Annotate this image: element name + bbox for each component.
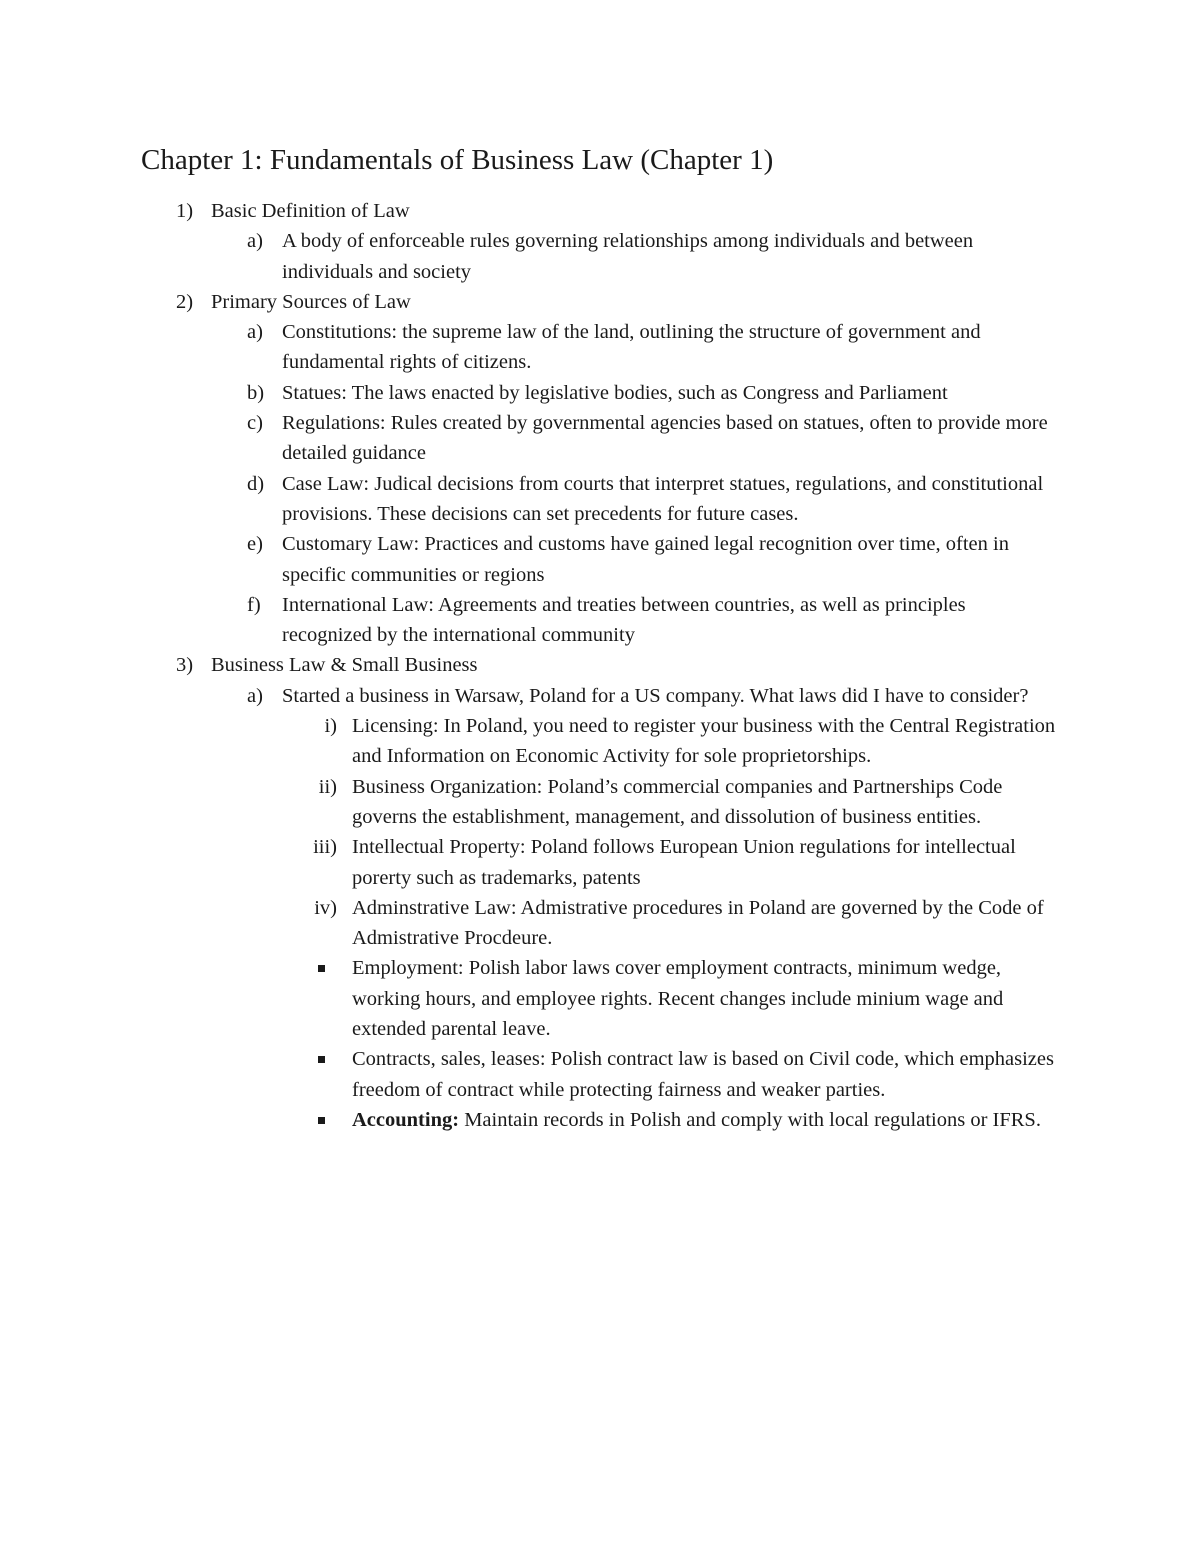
list-marker: c) <box>247 412 263 435</box>
list-marker: f) <box>247 593 261 616</box>
list-marker: a) <box>247 230 263 253</box>
page-title: Chapter 1: Fundamentals of Business Law (Chapter 1) <box>141 144 774 176</box>
list-item-text: Statues: The laws enacted by legislative bodies, such as Congress and Parliament <box>282 381 948 404</box>
bullet-item-text <box>352 1105 1064 1135</box>
list-marker: iv) <box>314 896 337 919</box>
bullet-item-bold-label: Accounting: <box>352 1108 460 1131</box>
sub-list-item-text: Licensing: In Poland, you need to register your business with the Central Registration and Information on Economic Activity for sole proprietorships. <box>352 715 1056 768</box>
list-item <box>0 590 1200 651</box>
list-marker: d) <box>247 472 265 495</box>
list-item-text: Constitutions: the supreme law of the land, outlining the structure of government and fundamental rights of citizens. <box>282 321 981 374</box>
list-item-text: A body of enforceable rules governing relationships among individuals and between individuals and society <box>282 230 974 283</box>
outline <box>0 196 1200 1135</box>
list-marker: i) <box>324 715 337 738</box>
list-marker: 1) <box>176 200 194 222</box>
bullet-item <box>0 1105 1200 1135</box>
bullet-item-body: Maintain records in Polish and comply with local regulations or IFRS. <box>459 1108 1041 1131</box>
sub-list-item-text: Adminstrative Law: Admistrative procedures in Poland are governed by the Code of Admistrative Procdeure. <box>352 896 1044 950</box>
section-heading: Business Law & Small Business <box>211 654 478 677</box>
list-item-text: Case Law: Judical decisions from courts that interpret statues, regulations, and constitutional provisions. These decisions can set precedents for future cases. <box>282 472 1044 525</box>
list-marker: e) <box>247 533 263 556</box>
section-heading: Primary Sources of Law <box>211 290 411 313</box>
list-item <box>0 408 1200 469</box>
square-bullet-icon <box>318 1056 325 1063</box>
list-item <box>0 378 1200 408</box>
bullet-item-text: Contracts, sales, leases: Polish contract law is based on Civil code, which emphasizes freedom of contract while protecting fairness and weaker parties. <box>352 1048 1054 1101</box>
list-item <box>0 226 1200 287</box>
bullet-item-text: Employment: Polish labor laws cover employment contracts, minimum wedge, working hours, and employee rights. Recent changes include minium wage and extended parental leave. <box>352 957 1004 1041</box>
bullet-item <box>0 953 1200 1044</box>
square-bullet-icon <box>318 1117 325 1124</box>
list-item-text: Regulations: Rules created by governmental agencies based on statues, often to provide more detailed guidance <box>282 412 1048 465</box>
list-marker: iii) <box>313 836 337 859</box>
list-marker: ii) <box>318 775 337 798</box>
section-basic-definition <box>0 196 1200 226</box>
list-item <box>0 469 1200 530</box>
list-item <box>0 317 1200 378</box>
list-marker: 2) <box>176 290 194 313</box>
sub-list-item-text: Intellectual Property: Poland follows European Union regulations for intellectual porerty such as trademarks, patents <box>352 836 1016 889</box>
sub-list-item-text: Business Organization: Poland’s commercial companies and Partnerships Code governs the establishment, management, and dissolution of business entities. <box>352 775 1003 828</box>
section-business-law-small-business <box>0 650 1200 680</box>
section-heading: Basic Definition of Law <box>211 200 410 222</box>
list-item <box>0 681 1200 711</box>
sub-list-item <box>0 832 1200 893</box>
list-item <box>0 529 1200 590</box>
section-primary-sources <box>0 287 1200 317</box>
list-item-text: Customary Law: Practices and customs have gained legal recognition over time, often in specific communities or regions <box>282 533 1009 586</box>
sub-list-item <box>0 772 1200 833</box>
sub-list-item <box>0 893 1200 954</box>
square-bullet-icon <box>318 965 325 972</box>
list-marker: 3) <box>176 654 194 677</box>
list-marker: a) <box>247 684 263 707</box>
list-item-text: International Law: Agreements and treaties between countries, as well as principles recognized by the international community <box>282 593 966 647</box>
sub-list-item <box>0 711 1200 772</box>
list-marker: b) <box>247 381 265 404</box>
list-marker: a) <box>247 321 263 344</box>
bullet-item <box>0 1044 1200 1105</box>
list-item-text: Started a business in Warsaw, Poland for a US company. What laws did I have to consider? <box>282 684 1029 707</box>
